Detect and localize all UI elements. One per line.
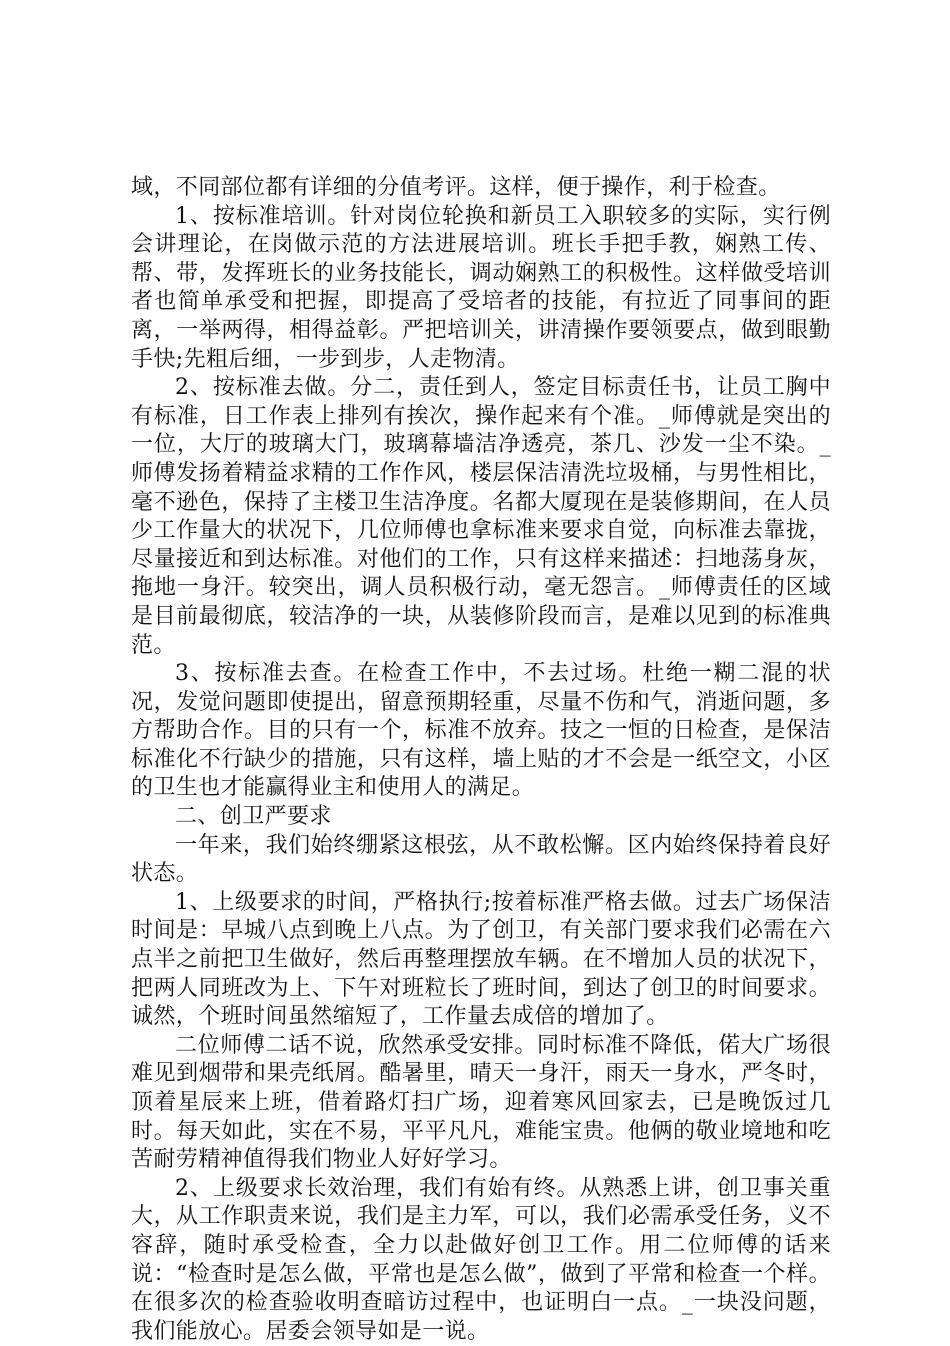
paragraph: 二位师傅二话不说，欣然承受安排。同时标准不降低，偌大广场很难见到烟带和果壳纸屑。酷暑里，晴天一身汗，雨天一身水，严冬时，顶着星辰来上班，借着路灯扫广场，迎着寒风回家去，已是晚饭过几时。每天如此，实在不易，平平凡凡，难能宝贵。他俩的敬业境地和吃苦耐劳精神值得我们物业人好好学习。 (131, 1032, 831, 1173)
section-heading: 二、创卫严要求 (175, 804, 332, 830)
paragraph: 一年来，我们始终绷紧这根弦，从不敢松懈。区内始终保持着良好状态。 (131, 832, 831, 887)
paragraph: 3、按标准去查。在检查工作中，不去过场。杜绝一糊二混的状况，发觉问题即使提出，留意预期轻重，尽量不伤和气，消逝问题，多方帮助合作。目的只有一个，标准不放弃。技之一恒的日检查，是保洁标准化不行缺少的措施，只有这样，墙上贴的才不会是一纸空文，小区的卫生也才能赢得业主和使用人的满足。 (131, 661, 831, 801)
document-body (131, 174, 831, 1346)
paragraph: 2、上级要求长效治理，我们有始有终。从熟悉上讲，创卫事关重大，从工作职责来说，我们是主力军，可以，我们必需承受任务，义不容辞，随时承受检查，全力以赴做好创卫工作。用二位师傅的话来说：“检查时是怎么做，平常也是怎么做”，做到了平常和检查一个样。在很多次的检查验收明查暗访过程中，也证明白一点。_一块没问题，我们能放心。居委会领导如是一说。 (131, 1175, 831, 1344)
paragraph: 1、上级要求的时间，严格执行;按着标准严格去做。过去广场保洁时间是：早城八点到晚上八点。为了创卫，有关部门要求我们必需在六点半之前把卫生做好，然后再整理摆放车辆。在不增加人员的状况下，把两人同班改为上、下午对班粒长了班时间，到达了创卫的时间要求。诚然，个班时间虽然缩短了，工作量去成倍的增加了。 (131, 889, 831, 1030)
paragraph: 域，不同部位都有详细的分值考评。这样，便于操作，利于检查。 (131, 175, 781, 200)
paragraph: 2、按标准去做。分二，责任到人，签定目标责任书，让员工胸中有标准，日工作表上排列有挨次，操作起来有个准。_师傅就是突出的一位，大厅的玻璃大门，玻璃幕墙洁净透亮，茶几、沙发一尘不染。_师傅发扬着精益求精的工作作风，楼层保洁清洗垃圾桶，与男性相比，毫不逊色，保持了主楼卫生洁净度。名都大厦现在是装修期间，在人员少工作量大的状况下，几位师傅也拿标准来要求自觉，向标准去靠拢，尽量接近和到达标准。对他们的工作，只有这样来描述：扫地荡身灰，拖地一身汗。较突出，调人员积极行动，毫无怨言。_师傅责任的区域是目前最彻底，较洁净的一块，从装修阶段而言，是难以见到的标准典范。 (131, 375, 831, 658)
paragraph: 1、按标准培训。针对岗位轮换和新员工入职较多的实际，实行例会讲理论，在岗做示范的方法进展培训。班长手把手教，娴熟工传、帮、带，发挥班长的业务技能长，调动娴熟工的积极性。这样做受培训者也简单承受和把握，即提高了受培者的技能，有拉近了同事间的距离，一举两得，相得益彰。严把培训关，讲清操作要领要点，做到眼勤手快;先粗后细，一步到步，人走物清。 (131, 203, 831, 372)
